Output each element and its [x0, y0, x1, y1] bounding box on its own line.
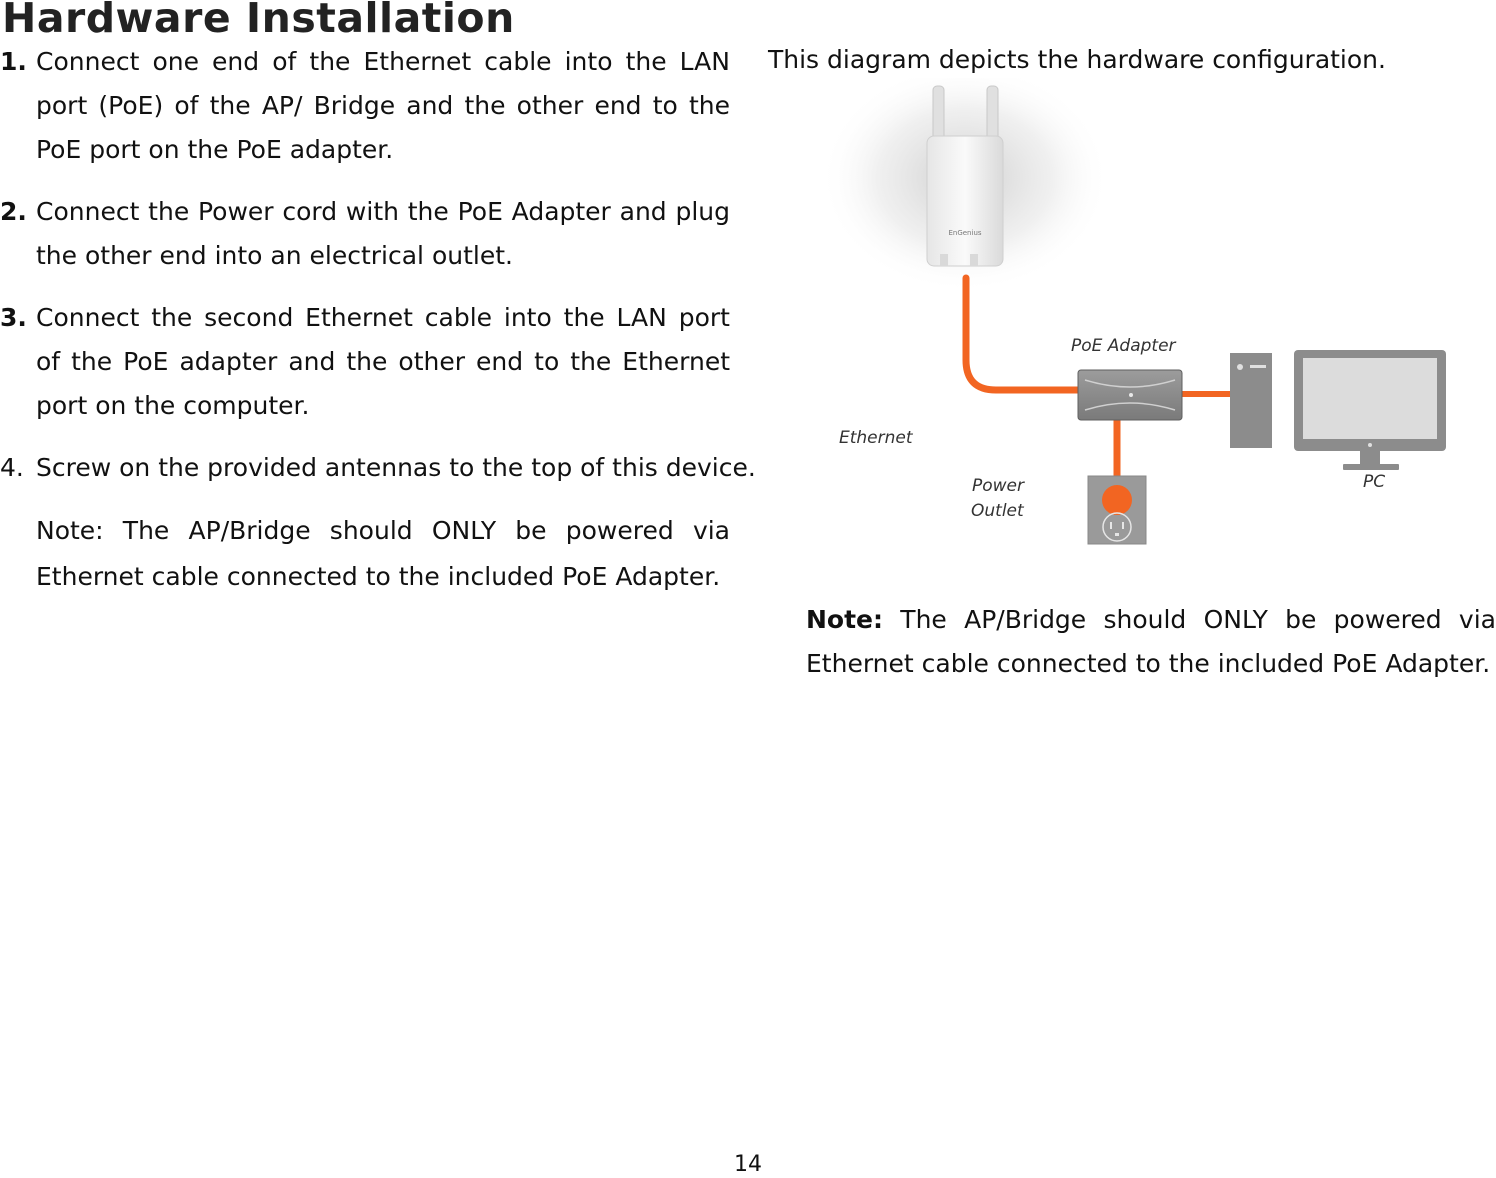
poe-adapter [1078, 370, 1182, 420]
label-ethernet: Ethernet [839, 428, 913, 448]
step-number: 4. [0, 453, 24, 482]
step-number: 2. [0, 197, 27, 226]
step-text: Connect the second Ethernet cable into the LAN port of the PoE adapter and the other end to the Ethernet port on the computer. [36, 303, 730, 420]
label-poe-adapter: PoE Adapter [1071, 336, 1176, 356]
note-label: Note: [806, 605, 884, 634]
device-brand-logo: EnGenius [948, 229, 982, 237]
step-item [0, 446, 756, 490]
hardware-diagram [800, 78, 1496, 558]
step-item [0, 296, 730, 428]
hardware-diagram-graphic [800, 78, 1496, 558]
diagram-intro: This diagram depicts the hardware configuration. [768, 45, 1386, 74]
step-text: Connect one end of the Ethernet cable into the LAN port (PoE) of the AP/ Bridge and the other end to the PoE port on the PoE adapter. [36, 47, 730, 164]
pc-monitor [1294, 350, 1446, 470]
access-point-device [820, 78, 1110, 293]
left-note: Note: The AP/Bridge should ONLY be powered via Ethernet cable connected to the included PoE Adapter. [36, 516, 730, 591]
page-number: 14 [734, 1152, 762, 1177]
pc-tower [1230, 353, 1272, 448]
note-text: The AP/Bridge should ONLY be powered via Ethernet cable connected to the included PoE Adapter. [806, 605, 1496, 678]
step-item [0, 40, 730, 172]
step-number: 3. [0, 303, 27, 332]
step-text: Screw on the provided antennas to the top of this device. [36, 453, 756, 482]
step-text: Connect the Power cord with the PoE Adapter and plug the other end into an electrical outlet. [36, 197, 730, 270]
page-title: Hardware Installation [2, 0, 515, 42]
step-item [0, 190, 730, 278]
label-pc: PC [1363, 472, 1386, 492]
step-number: 1. [0, 47, 27, 76]
right-note [806, 598, 1496, 686]
label-outlet: Outlet [971, 501, 1024, 521]
label-power: Power [972, 476, 1025, 496]
ethernet-cable-ap [966, 278, 1080, 390]
installation-steps [0, 40, 756, 600]
power-outlet [1088, 476, 1146, 544]
